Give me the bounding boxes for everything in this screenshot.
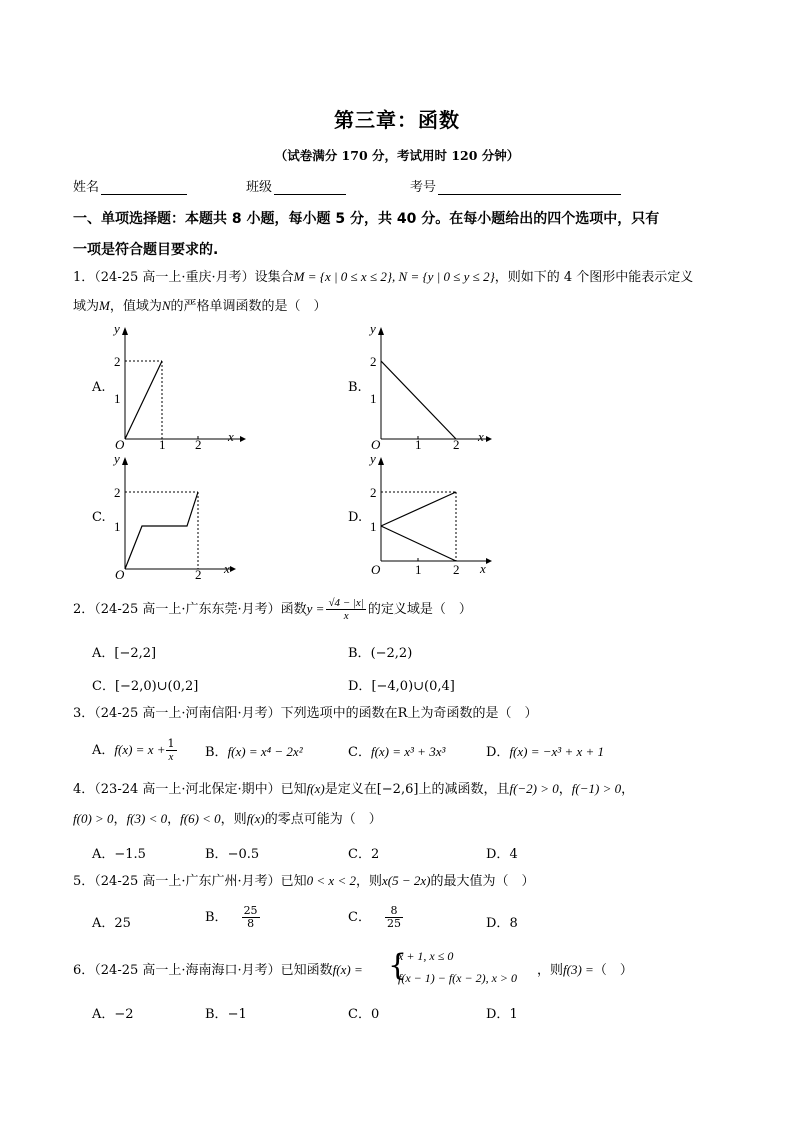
option-label: A．	[92, 1007, 115, 1022]
q6-ask: f(3) =	[563, 962, 594, 977]
q4-sep: ，	[621, 782, 635, 797]
q1-text-c: 域为	[73, 299, 100, 314]
option-text: 0	[370, 1007, 380, 1022]
option-text: −1	[227, 1007, 247, 1022]
q2-stem	[73, 597, 472, 622]
tick-label-x1: 1	[159, 437, 166, 452]
q1-option-d-label[interactable]: D.	[348, 510, 363, 525]
q4-sep: ，	[113, 812, 127, 827]
class-field[interactable]	[246, 176, 346, 195]
q6-stem	[73, 959, 363, 982]
option-text: f(x) = x³ + 3x³	[370, 744, 446, 759]
q3-option-d[interactable]	[486, 741, 604, 760]
q1-option-a-label[interactable]: A.	[92, 380, 106, 395]
q2-func-numerator: √4 − |x|	[328, 597, 364, 609]
q5-source: 5．（24-25 高一上·广东广州·月考）已知	[73, 874, 307, 889]
q4-text-d: ，则	[220, 812, 247, 827]
tick-label-x2: 2	[453, 437, 460, 452]
option-text: [−4,0)∪(0,4]	[371, 679, 455, 694]
tick-label-y1: 1	[114, 391, 121, 406]
y-label: y	[370, 321, 376, 336]
option-text: 25	[114, 916, 131, 931]
option-text: f(x) = x⁴ − 2x²	[227, 744, 303, 759]
fraction-denominator: 8	[247, 917, 255, 930]
q3-option-b[interactable]	[205, 741, 303, 760]
q6-option-b[interactable]	[205, 1003, 247, 1022]
page-title: 第三章：函数	[334, 108, 460, 132]
q3-r: R	[397, 706, 408, 721]
x-label: x	[228, 429, 234, 444]
option-text: [−2,2]	[114, 646, 157, 661]
tick-label-x2: 2	[453, 562, 460, 577]
q4-option-a[interactable]	[92, 843, 146, 862]
q6-case-2: f(x − 1) − f(x − 2), x > 0	[398, 971, 518, 985]
tick-label-y2: 2	[370, 485, 377, 500]
q1-graph-c[interactable]	[110, 451, 250, 582]
option-label: A．	[92, 847, 115, 862]
q5-stem	[73, 870, 535, 893]
q4-cond-2: f(−1) > 0	[571, 781, 622, 796]
q6-brace: {	[388, 948, 408, 983]
q1-stem-line2	[73, 295, 327, 318]
q2-option-b[interactable]	[348, 642, 412, 661]
q4-text-b: 是定义在	[324, 782, 377, 797]
x-axis-arrow	[486, 558, 492, 564]
option-text: −2	[114, 1007, 134, 1022]
q6-text-b: ，则	[537, 963, 564, 978]
q1-text-e: 的严格单调函数的是（ ）	[170, 299, 327, 314]
origin-label: O	[115, 567, 125, 582]
q5-option-c[interactable]	[348, 905, 403, 930]
option-label: C．	[348, 847, 371, 862]
function-curve	[125, 361, 162, 439]
x-axis-arrow	[230, 566, 236, 572]
q2-source: 2．（24-25 高一上·广东东莞·月考）函数	[73, 602, 307, 617]
option-fraction	[385, 905, 403, 930]
option-label: D．	[486, 847, 510, 862]
section-heading-line1: 一、单项选择题：本题共 8 小题，每小题 5 分，共 40 分。在每小题给出的四个选项中，只有	[73, 211, 660, 227]
y-axis-arrow	[378, 327, 384, 335]
q1-stem-line1	[73, 266, 693, 289]
fraction-numerator: 1	[167, 737, 175, 750]
q4-sep: ，	[167, 812, 181, 827]
origin-label: O	[371, 562, 381, 577]
tick-label-y1: 1	[370, 391, 377, 406]
option-label: B．	[205, 745, 228, 760]
q2-option-c[interactable]	[92, 675, 198, 694]
tick-label-y1: 1	[370, 519, 377, 534]
tick-label-y1: 1	[114, 519, 121, 534]
option-label: D．	[486, 745, 510, 760]
q6-option-d[interactable]	[486, 1003, 518, 1022]
q3-source: 3．（24-25 高一上·河南信阳·月考）下列选项中的函数在	[73, 706, 398, 721]
id-field[interactable]	[410, 176, 621, 195]
function-curve	[125, 492, 198, 569]
option-text: f(x) = x +	[114, 742, 166, 757]
y-axis-arrow	[378, 457, 384, 465]
option-text: f(x) = −x³ + x + 1	[509, 744, 605, 759]
option-label: C．	[348, 745, 371, 760]
q4-text-c: 上的减函数，且	[418, 782, 510, 797]
q1-text-d: ，值域为	[109, 299, 162, 314]
q1-stem-text: ，则如下的 4 个图形中能表示定义	[494, 270, 694, 285]
q5-option-a[interactable]	[92, 912, 131, 931]
option-text: 1	[509, 1007, 518, 1022]
fraction-denominator: 25	[386, 917, 401, 930]
q6-source: 6．（24-25 高一上·海南海口·月考）已知函数	[73, 963, 333, 978]
q3-option-c[interactable]	[348, 741, 445, 760]
q1-n: N	[161, 298, 171, 313]
y-axis-arrow	[122, 327, 128, 335]
function-curve-up	[381, 492, 456, 526]
y-label: y	[114, 321, 120, 336]
section-heading-line2: 一项是符合题目要求的.	[73, 242, 219, 258]
q2-stem-text: 的定义域是（ ）	[367, 602, 472, 617]
tick-label-y2: 2	[114, 354, 121, 369]
origin-label: O	[371, 437, 381, 452]
fraction-numerator: 8	[385, 905, 403, 918]
x-axis-arrow	[486, 436, 492, 442]
fraction-numerator: 25	[243, 904, 258, 917]
name-field[interactable]	[73, 176, 187, 195]
q4-fx2: f(x)	[246, 811, 265, 826]
exam-subtitle: （试卷满分 170 分，考试用时 120 分钟）	[274, 148, 520, 163]
option-label: B．	[348, 646, 371, 661]
q5-text-c: 的最大值为（ ）	[430, 874, 535, 889]
q1-sets: M = {x | 0 ≤ x ≤ 2}, N = {y | 0 ≤ y ≤ 2}	[293, 269, 495, 284]
x-label: x	[478, 429, 484, 444]
function-curve	[381, 361, 456, 439]
q4-fx: f(x)	[306, 781, 325, 796]
q4-option-c[interactable]	[348, 843, 379, 862]
name-label: 姓名	[73, 180, 100, 195]
q4-cond-5: f(6) < 0	[180, 811, 221, 826]
class-label: 班级	[246, 180, 273, 195]
q5-text-b: ，则	[355, 874, 382, 889]
q4-cond-1: f(−2) > 0	[509, 781, 559, 796]
q2-func-fraction	[326, 597, 365, 622]
option-label: C．	[92, 679, 115, 694]
option-label: B．	[205, 847, 228, 862]
q6-case-1: x + 1, x ≤ 0	[398, 949, 454, 963]
q5-option-d[interactable]	[486, 912, 518, 931]
q4-sep: ，	[558, 782, 572, 797]
x-label: x	[480, 561, 486, 576]
q3-stem-text: 上为奇函数的是（ ）	[407, 706, 538, 721]
q4-stem-line1	[73, 778, 634, 801]
q1-option-b-label[interactable]: B.	[348, 380, 362, 395]
q4-cond-3: f(0) > 0	[73, 811, 114, 826]
q4-option-d[interactable]	[486, 843, 518, 862]
q3-stem	[73, 703, 537, 725]
tick-label-y2: 2	[114, 485, 121, 500]
id-label: 考号	[410, 180, 437, 195]
y-label: y	[114, 451, 120, 466]
option-text: (−2,2)	[370, 646, 413, 661]
q6-lhs: f(x) =	[332, 962, 363, 977]
fraction-denominator: x	[168, 751, 174, 763]
option-label: B．	[205, 1007, 228, 1022]
option-label: A．	[92, 646, 115, 661]
q2-option-d[interactable]	[348, 675, 455, 694]
option-label: D．	[486, 916, 510, 931]
q4-cond-4: f(3) < 0	[126, 811, 168, 826]
tick-label-x2: 2	[195, 437, 202, 452]
option-text: [−2,0)∪(0,2]	[114, 679, 199, 694]
option-label: A．	[92, 916, 115, 931]
option-label: B．	[205, 910, 228, 925]
x-axis-arrow	[240, 436, 246, 442]
q3-option-a[interactable]	[92, 738, 177, 763]
q1-m: M	[99, 298, 110, 313]
q2-func-lhs: y =	[306, 601, 325, 616]
option-label: C．	[348, 1007, 371, 1022]
option-label: A．	[92, 743, 115, 758]
tick-label-x1: 1	[415, 437, 422, 452]
q6-stem-tail	[537, 959, 633, 982]
tick-label-y2: 2	[370, 354, 377, 369]
option-label: C．	[348, 910, 371, 925]
q1-source: 1．（24-25 高一上·重庆·月考）设集合	[73, 270, 294, 285]
q4-interval: [−2,6]	[376, 782, 419, 797]
q1-graph-d[interactable]	[366, 453, 506, 578]
q5-option-b[interactable]	[205, 905, 260, 930]
q1-option-c-label[interactable]: C.	[92, 510, 106, 525]
q1-graph-b[interactable]	[366, 321, 506, 452]
y-label: y	[370, 451, 376, 466]
q5-condition: 0 < x < 2	[306, 873, 356, 888]
q6-option-a[interactable]	[92, 1003, 134, 1022]
q4-stem-line2	[73, 808, 382, 831]
tick-label-x1: 1	[415, 562, 422, 577]
tick-label-x2: 2	[195, 567, 202, 582]
option-text: 4	[509, 847, 518, 862]
q6-text-c: （ ）	[593, 963, 633, 978]
option-fraction	[242, 905, 260, 930]
id-blank[interactable]	[438, 181, 621, 195]
class-blank[interactable]	[274, 181, 346, 195]
q1-graph-a[interactable]	[110, 321, 250, 452]
option-text: −1.5	[114, 847, 146, 862]
option-text: 8	[509, 916, 518, 931]
x-label: x	[224, 561, 230, 576]
name-blank[interactable]	[101, 181, 187, 195]
q4-option-b[interactable]	[205, 843, 259, 862]
q2-option-a[interactable]	[92, 642, 156, 661]
q4-text-e: 的零点可能为（ ）	[264, 812, 382, 827]
option-text: −0.5	[227, 847, 260, 862]
option-text: 2	[370, 847, 380, 862]
q6-option-c[interactable]	[348, 1003, 379, 1022]
origin-label: O	[115, 437, 125, 452]
function-curve-down	[381, 526, 456, 561]
q2-func-denominator: x	[343, 610, 349, 622]
q5-expression: x(5 − 2x)	[382, 873, 431, 888]
option-label: D．	[348, 679, 372, 694]
y-axis-arrow	[122, 457, 128, 465]
q4-source: 4．（23-24 高一上·河北保定·期中）已知	[73, 782, 307, 797]
option-label: D．	[486, 1007, 510, 1022]
option-fraction	[166, 738, 177, 763]
